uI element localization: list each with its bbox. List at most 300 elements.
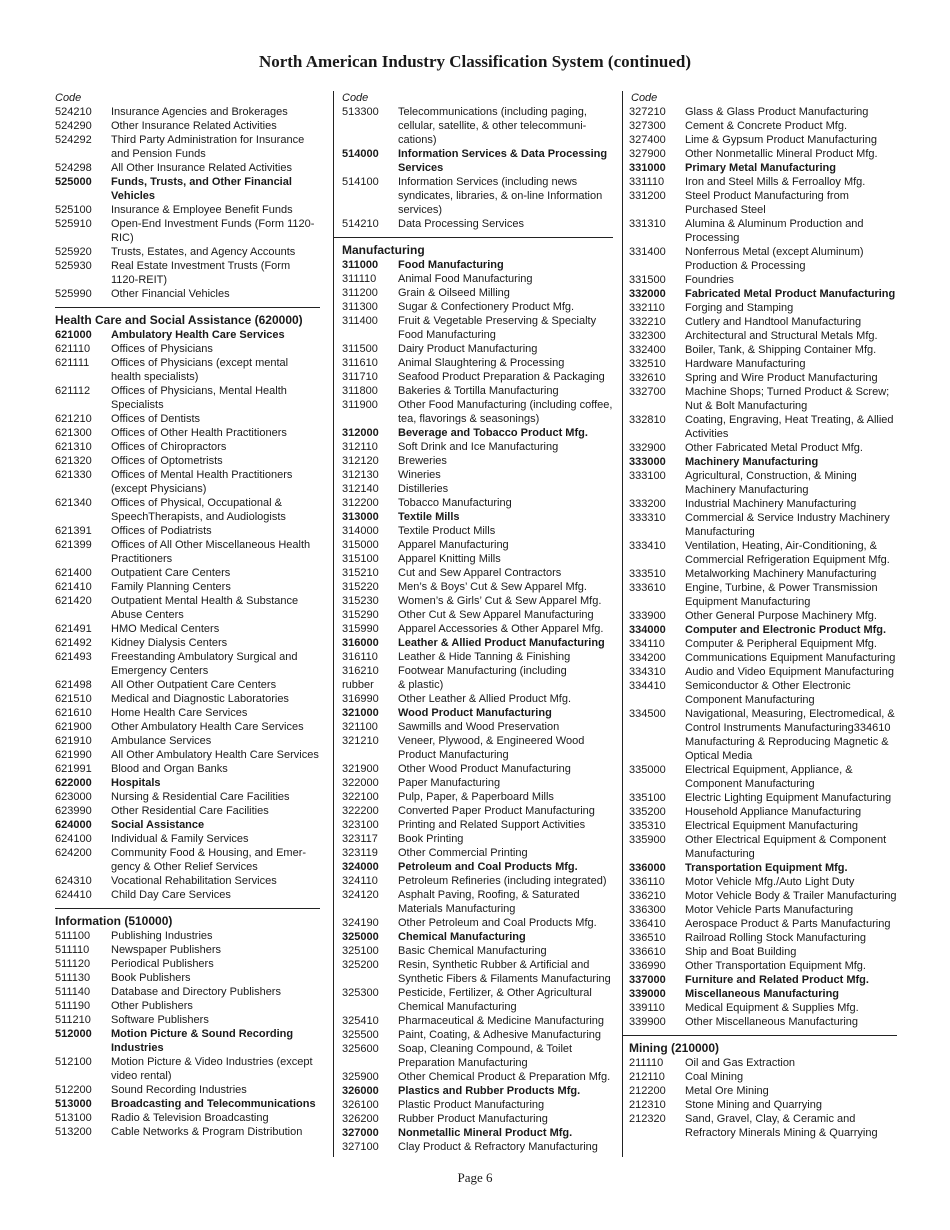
industry-description: Communications Equipment Manufacturing (685, 652, 896, 664)
naics-entry (623, 945, 897, 959)
industry-description: Ship and Boat Building (685, 946, 797, 958)
naics-code: 336610 (629, 946, 666, 958)
industry-description: Motor Vehicle Parts Manufacturing (685, 904, 854, 916)
naics-code: 339110 (629, 1002, 665, 1014)
naics-entry (334, 1098, 613, 1112)
naics-code: 621210 (55, 413, 92, 425)
naics-code: 311110 (342, 273, 377, 285)
naics-code: 315100 (342, 553, 379, 565)
naics-code: 331000 (629, 162, 666, 174)
naics-code: 211110 (629, 1057, 664, 1069)
naics-entry (55, 412, 320, 426)
naics-entry (55, 636, 320, 650)
industry-description: Apparel Manufacturing (398, 539, 509, 551)
naics-entry (623, 959, 897, 973)
naics-entry (55, 580, 320, 594)
industry-description: Miscellaneous Manufacturing (685, 988, 840, 1000)
naics-entry (623, 441, 897, 455)
naics-entry (623, 623, 897, 637)
industry-description: Engine, Turbine, & Power Transmission Equipment Manufacturing (685, 582, 878, 608)
naics-entry (623, 665, 897, 679)
industry-description: Textile Mills (398, 511, 460, 523)
naics-entry (623, 539, 897, 567)
industry-description: Seafood Product Preparation & Packaging (398, 371, 605, 383)
industry-description: Publishing Industries (111, 930, 213, 942)
naics-entry (623, 455, 897, 469)
industry-description: Electrical Equipment Manufacturing (685, 820, 859, 832)
naics-entry (334, 426, 613, 440)
naics-code: 212320 (629, 1113, 666, 1125)
section-divider (55, 908, 320, 909)
naics-entry (334, 734, 613, 762)
industry-description: Paint, Coating, & Adhesive Manufacturing (398, 1029, 602, 1041)
naics-code: 513100 (55, 1112, 92, 1124)
naics-code: 525100 (55, 204, 92, 216)
naics-code: 335100 (629, 792, 666, 804)
naics-code: 621399 (55, 539, 92, 551)
naics-code: 322100 (342, 791, 379, 803)
industry-description: Cable Networks & Program Distribution (111, 1126, 303, 1138)
industry-description: Machinery Manufacturing (685, 456, 819, 468)
industry-description: Forging and Stamping (685, 302, 794, 314)
industry-description: Other Fabricated Metal Product Mfg. (685, 442, 863, 454)
naics-entry (334, 790, 613, 804)
naics-entry (623, 637, 897, 651)
naics-entry (55, 217, 320, 245)
naics-code: 336210 (629, 890, 666, 902)
naics-entry (623, 1098, 897, 1112)
industry-description: Boiler, Tank, & Shipping Container Mfg. (685, 344, 877, 356)
naics-code: 622000 (55, 777, 92, 789)
naics-code: 624200 (55, 847, 92, 859)
industry-description: Petroleum and Coal Products Mfg. (398, 861, 578, 873)
naics-code: 621900 (55, 721, 92, 733)
industry-description: Other Nonmetallic Mineral Product Mfg. (685, 148, 878, 160)
naics-code: 316990 (342, 693, 379, 705)
industry-description: Offices of Physicians, Mental Health Specialists (111, 385, 287, 411)
industry-description: Steel Product Manufacturing from Purchased Steel (685, 190, 849, 216)
industry-description: Computer & Peripheral Equipment Mfg. (685, 638, 877, 650)
industry-description: Soap, Cleaning Compound, & Toilet Preparation Manufacturing (398, 1043, 573, 1069)
naics-entry (55, 161, 320, 175)
industry-description: Lime & Gypsum Product Manufacturing (685, 134, 877, 146)
naics-entry (55, 245, 320, 259)
industry-description: Agricultural, Construction, & Mining Machinery Manufacturing (685, 470, 857, 496)
naics-code: 312140 (342, 483, 379, 495)
naics-code: 325500 (342, 1029, 379, 1041)
column-3 (622, 91, 897, 1157)
industry-description: All Other Insurance Related Activities (111, 162, 292, 174)
naics-code: 311710 (342, 371, 378, 383)
naics-entry (334, 776, 613, 790)
naics-code: 621400 (55, 567, 92, 579)
code-column-header: Code (55, 92, 82, 104)
naics-code: 335900 (629, 834, 666, 846)
naics-entry (334, 1140, 613, 1154)
naics-code: 323117 (342, 833, 378, 845)
naics-entry (623, 763, 897, 791)
naics-entry (334, 482, 613, 496)
naics-entry (334, 664, 613, 678)
industry-description: Information Services & Data Processing Services (398, 148, 608, 174)
naics-entry (55, 1055, 320, 1083)
naics-code: 312120 (342, 455, 379, 467)
naics-entry (55, 384, 320, 412)
industry-description: Book Publishers (111, 972, 191, 984)
industry-description: Grain & Oilseed Milling (398, 287, 510, 299)
page-number: Page 6 (457, 1170, 493, 1185)
naics-entry (623, 511, 897, 539)
naics-code: 621610 (55, 707, 92, 719)
naics-entry (623, 1084, 897, 1098)
naics-code: 624100 (55, 833, 92, 845)
industry-description: Offices of Physicians (111, 343, 213, 355)
industry-description: Information Services (including news syndicates, libraries, & on-line Information services) (398, 176, 603, 216)
naics-code: 524298 (55, 162, 92, 174)
naics-entry (334, 1042, 613, 1070)
naics-entry (334, 720, 613, 734)
naics-code: 311400 (342, 315, 378, 327)
naics-entry (623, 973, 897, 987)
naics-code: 212310 (629, 1099, 666, 1111)
naics-entry (334, 860, 613, 874)
naics-entry (55, 790, 320, 804)
naics-code: 311200 (342, 287, 378, 299)
naics-entry (623, 931, 897, 945)
naics-code: 512100 (55, 1056, 92, 1068)
naics-entry (623, 161, 897, 175)
naics-entry (55, 594, 320, 622)
industry-description: Animal Food Manufacturing (398, 273, 533, 285)
naics-code: 212110 (629, 1071, 665, 1083)
industry-description: Distilleries (398, 483, 449, 495)
naics-code: 514210 (342, 218, 379, 230)
naics-entry (55, 776, 320, 790)
naics-code: 332300 (629, 330, 666, 342)
industry-description: Dairy Product Manufacturing (398, 343, 538, 355)
industry-description: Breweries (398, 455, 447, 467)
naics-entry (55, 426, 320, 440)
naics-entry (623, 469, 897, 497)
naics-entry (55, 356, 320, 384)
naics-code: 621111 (55, 357, 90, 369)
industry-description: Vocational Rehabilitation Services (111, 875, 277, 887)
naics-code: 332400 (629, 344, 666, 356)
industry-description: Rubber Product Manufacturing (398, 1113, 548, 1125)
naics-code: 331400 (629, 246, 666, 258)
industry-description: Sound Recording Industries (111, 1084, 247, 1096)
naics-entry (55, 119, 320, 133)
naics-entry (55, 957, 320, 971)
industry-description: Offices of Optometrists (111, 455, 223, 467)
naics-entry (55, 650, 320, 678)
naics-code: 621991 (55, 763, 92, 775)
naics-code: 512200 (55, 1084, 92, 1096)
industry-description: Transportation Equipment Mfg. (685, 862, 848, 874)
industry-description: Stone Mining and Quarrying (685, 1099, 822, 1111)
industry-description: Offices of Dentists (111, 413, 201, 425)
naics-code: 313000 (342, 511, 379, 523)
naics-code: 311900 (342, 399, 378, 411)
industry-description: Offices of All Other Miscellaneous Health Practitioners (111, 539, 311, 565)
naics-code: 315220 (342, 581, 379, 593)
industry-description: Blood and Organ Banks (111, 763, 228, 775)
industry-description: Coal Mining (685, 1071, 744, 1083)
naics-code: 331500 (629, 274, 666, 286)
naics-code: 621910 (55, 735, 92, 747)
naics-code: 332900 (629, 442, 666, 454)
naics-code: 312110 (342, 441, 378, 453)
industry-description: Plastics and Rubber Products Mfg. (398, 1085, 581, 1097)
naics-code: 315230 (342, 595, 379, 607)
industry-description: Broadcasting and Telecommunications (111, 1098, 316, 1110)
industry-description: Asphalt Paving, Roofing, & Saturated Materials Manufacturing (398, 889, 580, 915)
naics-entry (623, 1001, 897, 1015)
industry-description: Spring and Wire Product Manufacturing (685, 372, 878, 384)
industry-description: Offices of Podiatrists (111, 525, 212, 537)
naics-code: 624410 (55, 889, 92, 901)
naics-entry (334, 1070, 613, 1084)
page-title: North American Industry Classification System (continued) (258, 52, 692, 71)
industry-description: Other Chemical Product & Preparation Mfg. (398, 1071, 611, 1083)
naics-code: 321000 (342, 707, 379, 719)
naics-code: 336410 (629, 918, 666, 930)
naics-entry (55, 1083, 320, 1097)
industry-description: Footwear Manufacturing (including (398, 665, 567, 677)
naics-entry (55, 524, 320, 538)
industry-description: Kidney Dialysis Centers (111, 637, 228, 649)
naics-code: 332810 (629, 414, 666, 426)
naics-code: 315290 (342, 609, 379, 621)
naics-code: 513300 (342, 106, 379, 118)
industry-description: Pulp, Paper, & Paperboard Mills (398, 791, 554, 803)
naics-code: 311610 (342, 357, 378, 369)
naics-code: 337000 (629, 974, 666, 986)
industry-description: Trusts, Estates, and Agency Accounts (111, 246, 296, 258)
naics-entry (623, 679, 897, 707)
naics-entry (623, 385, 897, 413)
naics-entry (55, 748, 320, 762)
naics-entry (623, 217, 897, 245)
naics-code: 315210 (342, 567, 379, 579)
industry-description: Tobacco Manufacturing (398, 497, 512, 509)
naics-entry (55, 496, 320, 524)
naics-entry (334, 986, 613, 1014)
naics-entry (334, 594, 613, 608)
naics-entry (334, 1028, 613, 1042)
naics-entry (334, 496, 613, 510)
naics-entry (55, 846, 320, 874)
naics-entry (334, 818, 613, 832)
industry-description: Railroad Rolling Stock Manufacturing (685, 932, 866, 944)
naics-entry (334, 342, 613, 356)
naics-entry (334, 958, 613, 986)
naics-entry (623, 245, 897, 273)
naics-code: 525920 (55, 246, 92, 258)
industry-description: Beverage and Tobacco Product Mfg. (398, 427, 588, 439)
naics-entry (55, 985, 320, 999)
industry-description: Other Food Manufacturing (including coffee, tea, flavorings & seasonings) (398, 399, 613, 425)
naics-entry (334, 105, 613, 147)
naics-code: 335000 (629, 764, 666, 776)
naics-entry (334, 356, 613, 370)
naics-entry (623, 903, 897, 917)
industry-description: Electric Lighting Equipment Manufacturing (685, 792, 892, 804)
industry-description: Ambulance Services (111, 735, 212, 747)
industry-description: Nursing & Residential Care Facilities (111, 791, 290, 803)
naics-code: 316000 (342, 637, 379, 649)
naics-code: 311300 (342, 301, 378, 313)
industry-description: Aerospace Product & Parts Manufacturing (685, 918, 891, 930)
industry-description: Commercial & Service Industry Machinery Manufacturing (685, 512, 890, 538)
naics-entry (334, 538, 613, 552)
naics-entry (334, 944, 613, 958)
section-divider (55, 307, 320, 308)
naics-code: 335310 (629, 820, 666, 832)
naics-code: 327900 (629, 148, 666, 160)
industry-description: Community Food & Housing, and Emer-gency & Other Relief Services (111, 847, 307, 873)
naics-entry (55, 818, 320, 832)
industry-description: Other Cut & Sew Apparel Manufacturing (398, 609, 594, 621)
naics-entry (334, 272, 613, 286)
industry-description: Outpatient Care Centers (111, 567, 231, 579)
industry-description: Newspaper Publishers (111, 944, 222, 956)
industry-description: Women’s & Girls’ Cut & Sew Apparel Mfg. (398, 595, 602, 607)
industry-description: Telecommunications (including paging, cellular, satellite, & other telecommuni-cations) (398, 106, 587, 146)
naics-entry (334, 930, 613, 944)
naics-code: 525910 (55, 218, 92, 230)
naics-entry (55, 678, 320, 692)
naics-entry (334, 384, 613, 398)
naics-entry (334, 454, 613, 468)
naics-code: 332510 (629, 358, 666, 370)
naics-entry (623, 371, 897, 385)
naics-entry (334, 692, 613, 706)
industry-description: Other General Purpose Machinery Mfg. (685, 610, 877, 622)
naics-code: 621391 (55, 525, 92, 537)
industry-description: Computer and Electronic Product Mfg. (685, 624, 887, 636)
naics-code: 333100 (629, 470, 666, 482)
naics-entry (623, 315, 897, 329)
naics-entry (623, 1112, 897, 1140)
industry-description: Radio & Television Broadcasting (111, 1112, 269, 1124)
industry-description: Apparel Knitting Mills (398, 553, 501, 565)
industry-description: Fruit & Vegetable Preserving & Specialty Food Manufacturing (398, 315, 597, 341)
naics-code: 624000 (55, 819, 92, 831)
industry-description: Printing and Related Support Activities (398, 819, 586, 831)
naics-code: 621510 (55, 693, 92, 705)
industry-description: Chemical Manufacturing (398, 931, 526, 943)
industry-description: Pharmaceutical & Medicine Manufacturing (398, 1015, 605, 1027)
industry-description: Offices of Physical, Occupational & SpeechTherapists, and Audiologists (111, 497, 286, 523)
naics-entry (334, 804, 613, 818)
naics-entry (55, 706, 320, 720)
naics-entry (55, 832, 320, 846)
naics-entry (55, 287, 320, 301)
naics-entry (334, 650, 613, 664)
industry-description: Machine Shops; Turned Product & Screw; Nut & Bolt Manufacturing (685, 386, 890, 412)
naics-code: 514100 (342, 176, 379, 188)
column-1 (55, 91, 320, 1139)
naics-code: 327300 (629, 120, 666, 132)
naics-code: 325100 (342, 945, 379, 957)
naics-code: 336300 (629, 904, 666, 916)
naics-code: 323100 (342, 819, 379, 831)
naics-entry (55, 1125, 320, 1139)
naics-code: 514000 (342, 148, 379, 160)
industry-description: Metalworking Machinery Manufacturing (685, 568, 877, 580)
naics-code: 326200 (342, 1113, 379, 1125)
industry-description: Household Appliance Manufacturing (685, 806, 862, 818)
industry-description: Offices of Other Health Practitioners (111, 427, 287, 439)
naics-entry (623, 287, 897, 301)
naics-code: 336990 (629, 960, 666, 972)
naics-code: 621320 (55, 455, 92, 467)
naics-entry (55, 971, 320, 985)
naics-entry (623, 889, 897, 903)
naics-entry (623, 609, 897, 623)
naics-code: 524290 (55, 120, 92, 132)
naics-code: 332210 (629, 316, 666, 328)
industry-description: Cut and Sew Apparel Contractors (398, 567, 562, 579)
naics-entry (55, 1097, 320, 1111)
industry-description: Insurance Agencies and Brokerages (111, 106, 288, 118)
naics-entry (55, 999, 320, 1013)
naics-entry (623, 1056, 897, 1070)
naics-entry (334, 762, 613, 776)
industry-description: Metal Ore Mining (685, 1085, 769, 1097)
industry-description: Home Health Care Services (111, 707, 248, 719)
naics-entry (623, 105, 897, 119)
naics-entry (334, 580, 613, 594)
industry-description: Petroleum Refineries (including integrated) (398, 875, 607, 887)
section-heading: Information (510000) (55, 914, 173, 928)
naics-code: 334200 (629, 652, 666, 664)
industry-description: Industrial Machinery Manufacturing (685, 498, 857, 510)
industry-description: Medical and Diagnostic Laboratories (111, 693, 289, 705)
naics-code: 322000 (342, 777, 379, 789)
naics-entry (623, 343, 897, 357)
naics-entry (623, 861, 897, 875)
naics-entry (623, 357, 897, 371)
naics-entry (334, 440, 613, 454)
naics-entry (334, 217, 613, 231)
naics-code: 621000 (55, 329, 92, 341)
naics-entry (623, 133, 897, 147)
industry-description: Sugar & Confectionery Product Mfg. (398, 301, 575, 313)
naics-entry (334, 1084, 613, 1098)
industry-description: Plastic Product Manufacturing (398, 1099, 545, 1111)
naics-code: 511140 (55, 986, 91, 998)
industry-description: Semiconductor & Other Electronic Component Manufacturing (685, 680, 851, 706)
section-divider (334, 237, 613, 238)
code-column-header: Code (631, 92, 658, 104)
naics-entry (55, 328, 320, 342)
naics-entry (623, 1015, 897, 1029)
industry-description: Hospitals (111, 777, 161, 789)
industry-description: Offices of Physicians (except mental health specialists) (111, 357, 289, 383)
naics-code: 326100 (342, 1099, 379, 1111)
industry-description: Soft Drink and Ice Manufacturing (398, 441, 559, 453)
naics-entry (334, 846, 613, 860)
naics-code: 621330 (55, 469, 92, 481)
industry-description: Apparel Accessories & Other Apparel Mfg. (398, 623, 604, 635)
naics-code: 333310 (629, 512, 666, 524)
industry-description: Other Wood Product Manufacturing (398, 763, 571, 775)
naics-entry (623, 175, 897, 189)
industry-description: Iron and Steel Mills & Ferroalloy Mfg. (685, 176, 866, 188)
naics-code: 621493 (55, 651, 92, 663)
